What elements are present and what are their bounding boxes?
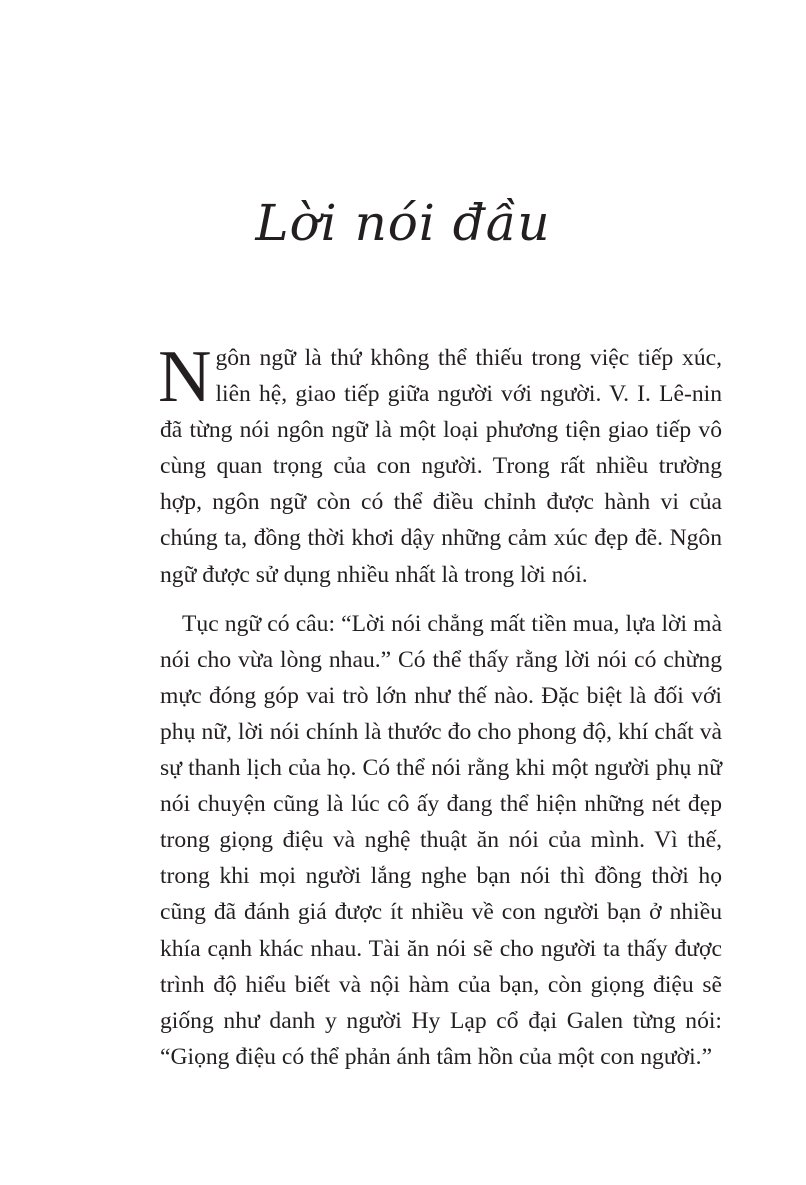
chapter-title: Lời nói đầu — [255, 194, 551, 252]
paragraph-2 — [160, 606, 722, 1075]
paragraph-2-text: Tục ngữ có câu: “Lời nói chẳng mất tiền mua, lựa lời mà nói cho vừa lòng nhau.” Có thể thấy rằng lời nói có chừng mực đóng góp vai trò lớn như thế nào. Đặc biệt là đối với phụ nữ, lời nói chính là thước đo cho phong độ, khí chất và sự thanh lịch của họ. Có thể nói rằng khi một người phụ nữ nói chuyện cũng là lúc cô ấy đang thể hiện những nét đẹp trong giọng điệu và nghệ thuật ăn nói của mình. Vì thế, trong khi mọi người lắng nghe bạn nói thì đồng thời họ cũng đã đánh giá được ít nhiều về con người bạn ở nhiều khía cạnh khác nhau. Tài ăn nói sẽ cho người ta thấy được trình độ hiểu biết và nội hàm của bạn, còn giọng điệu sẽ giống như danh y người Hy Lạp cổ đại Galen từng nói: “Giọng điệu có thể phản ánh tâm hồn của một con người.” — [160, 610, 722, 1070]
drop-cap: N — [158, 336, 212, 418]
paragraph-1-text: gôn ngữ là thứ không thể thiếu trong việc tiếp xúc, liên hệ, giao tiếp giữa người với người. V. I. Lê-nin đã từng nói ngôn ngữ là một loại phương tiện giao tiếp vô cùng quan trọng của con người. Trong rất nhiều trường hợp, ngôn ngữ còn có thể điều chỉnh được hành vi của chúng ta, đồng thời khơi dậy những cảm xúc đẹp đẽ. Ngôn ngữ được sử dụng nhiều nhất là trong lời nói. — [160, 345, 722, 588]
body-text — [158, 336, 722, 1075]
paragraph-1 — [158, 336, 722, 593]
